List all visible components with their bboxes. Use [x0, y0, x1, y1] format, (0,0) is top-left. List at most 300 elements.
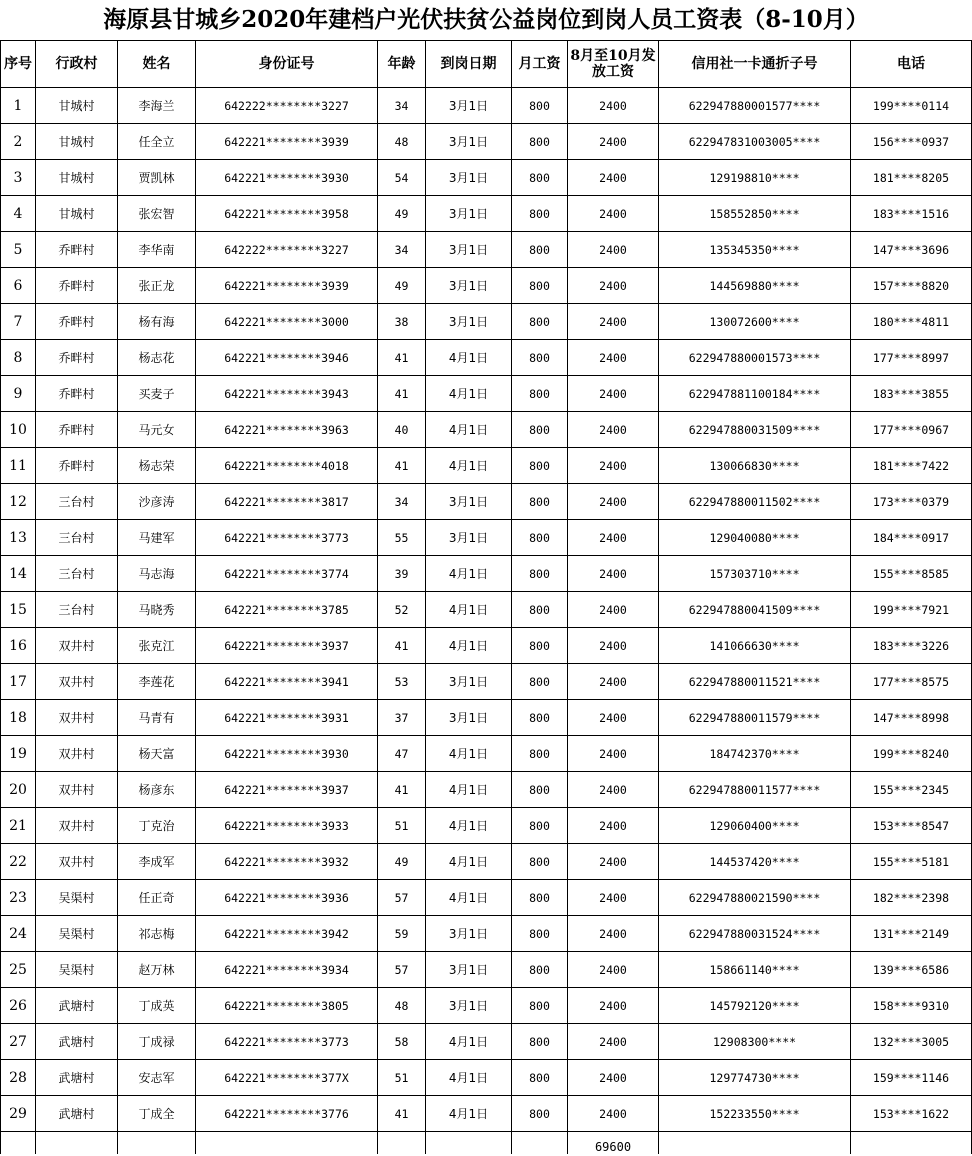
cell-paid-wage: 2400 [568, 340, 659, 376]
cell-monthly-wage: 800 [512, 916, 568, 952]
cell-monthly-wage: 800 [512, 1024, 568, 1060]
cell-phone: 182****2398 [851, 880, 972, 916]
cell-name: 李成军 [118, 844, 196, 880]
cell-monthly-wage: 800 [512, 124, 568, 160]
table-row [1, 448, 972, 484]
cell-start-date: 3月1日 [426, 268, 512, 304]
cell-name: 丁成英 [118, 988, 196, 1024]
cell-age: 34 [378, 88, 426, 124]
cell-paid-wage: 2400 [568, 1096, 659, 1132]
cell-monthly-wage: 800 [512, 340, 568, 376]
cell-bank-account: 144569880**** [659, 268, 851, 304]
cell-idx: 10 [1, 412, 36, 448]
cell-idx: 2 [1, 124, 36, 160]
cell-monthly-wage: 800 [512, 664, 568, 700]
cell-name: 李华南 [118, 232, 196, 268]
cell-start-date: 4月1日 [426, 412, 512, 448]
table-row [1, 88, 972, 124]
cell-age: 34 [378, 484, 426, 520]
cell-bank-account: 622947880011521**** [659, 664, 851, 700]
cell-id-number: 642221********3774 [196, 556, 378, 592]
cell-village: 双井村 [36, 736, 118, 772]
cell-id-number: 642221********3939 [196, 268, 378, 304]
cell-id-number: 642221********3785 [196, 592, 378, 628]
total-cell-empty [512, 1132, 568, 1155]
table-row [1, 808, 972, 844]
cell-idx: 12 [1, 484, 36, 520]
cell-phone: 199****8240 [851, 736, 972, 772]
wage-table [0, 40, 972, 1154]
cell-name: 贾凯林 [118, 160, 196, 196]
cell-name: 任正奇 [118, 880, 196, 916]
cell-age: 39 [378, 556, 426, 592]
header-age: 年龄 [378, 41, 426, 88]
cell-id-number: 642221********3773 [196, 520, 378, 556]
cell-age: 51 [378, 808, 426, 844]
cell-monthly-wage: 800 [512, 412, 568, 448]
total-cell-empty [378, 1132, 426, 1155]
table-row [1, 880, 972, 916]
cell-age: 41 [378, 1096, 426, 1132]
cell-paid-wage: 2400 [568, 520, 659, 556]
table-row [1, 736, 972, 772]
cell-start-date: 4月1日 [426, 1096, 512, 1132]
cell-start-date: 4月1日 [426, 340, 512, 376]
cell-idx: 19 [1, 736, 36, 772]
cell-village: 甘城村 [36, 160, 118, 196]
cell-monthly-wage: 800 [512, 268, 568, 304]
cell-start-date: 4月1日 [426, 736, 512, 772]
cell-name: 杨志花 [118, 340, 196, 376]
cell-village: 武塘村 [36, 988, 118, 1024]
cell-bank-account: 129774730**** [659, 1060, 851, 1096]
cell-id-number: 642221********3941 [196, 664, 378, 700]
cell-bank-account: 184742370**** [659, 736, 851, 772]
cell-id-number: 642221********3963 [196, 412, 378, 448]
cell-paid-wage: 2400 [568, 268, 659, 304]
cell-id-number: 642221********3939 [196, 124, 378, 160]
page-title: 海原县甘城乡2020年建档户光伏扶贫公益岗位到岗人员工资表（8-10月） [103, 6, 869, 33]
cell-idx: 13 [1, 520, 36, 556]
cell-village: 双井村 [36, 808, 118, 844]
cell-name: 李莲花 [118, 664, 196, 700]
cell-monthly-wage: 800 [512, 484, 568, 520]
cell-id-number: 642221********3930 [196, 160, 378, 196]
cell-age: 40 [378, 412, 426, 448]
cell-phone: 183****3855 [851, 376, 972, 412]
cell-id-number: 642221********3937 [196, 772, 378, 808]
cell-village: 三台村 [36, 556, 118, 592]
cell-name: 张正龙 [118, 268, 196, 304]
cell-age: 38 [378, 304, 426, 340]
cell-phone: 158****9310 [851, 988, 972, 1024]
cell-name: 马元女 [118, 412, 196, 448]
total-cell-empty [659, 1132, 851, 1155]
cell-idx: 24 [1, 916, 36, 952]
cell-paid-wage: 2400 [568, 376, 659, 412]
cell-id-number: 642221********3776 [196, 1096, 378, 1132]
cell-phone: 177****8997 [851, 340, 972, 376]
cell-idx: 25 [1, 952, 36, 988]
cell-age: 34 [378, 232, 426, 268]
table-row [1, 520, 972, 556]
cell-age: 49 [378, 196, 426, 232]
cell-paid-wage: 2400 [568, 124, 659, 160]
cell-id-number: 642221********3942 [196, 916, 378, 952]
header-id-number: 身份证号 [196, 41, 378, 88]
header-phone: 电话 [851, 41, 972, 88]
cell-start-date: 3月1日 [426, 304, 512, 340]
cell-phone: 157****8820 [851, 268, 972, 304]
cell-name: 马建军 [118, 520, 196, 556]
cell-village: 武塘村 [36, 1060, 118, 1096]
header-paid-wage: 8月至10月发放工资 [568, 41, 659, 88]
cell-idx: 8 [1, 340, 36, 376]
cell-age: 51 [378, 1060, 426, 1096]
cell-village: 双井村 [36, 844, 118, 880]
cell-start-date: 3月1日 [426, 484, 512, 520]
table-row [1, 1024, 972, 1060]
cell-age: 52 [378, 592, 426, 628]
cell-monthly-wage: 800 [512, 1060, 568, 1096]
cell-idx: 23 [1, 880, 36, 916]
total-cell-empty [851, 1132, 972, 1155]
cell-idx: 17 [1, 664, 36, 700]
cell-id-number: 642221********377X [196, 1060, 378, 1096]
cell-bank-account: 130066830**** [659, 448, 851, 484]
cell-name: 丁克治 [118, 808, 196, 844]
cell-phone: 132****3005 [851, 1024, 972, 1060]
cell-name: 马青有 [118, 700, 196, 736]
cell-phone: 147****3696 [851, 232, 972, 268]
header-name: 姓名 [118, 41, 196, 88]
cell-id-number: 642221********3943 [196, 376, 378, 412]
cell-phone: 199****7921 [851, 592, 972, 628]
cell-name: 马晓秀 [118, 592, 196, 628]
cell-id-number: 642221********3946 [196, 340, 378, 376]
cell-monthly-wage: 800 [512, 628, 568, 664]
cell-paid-wage: 2400 [568, 664, 659, 700]
cell-paid-wage: 2400 [568, 196, 659, 232]
header-start-date: 到岗日期 [426, 41, 512, 88]
total-cell-empty [1, 1132, 36, 1155]
cell-village: 乔畔村 [36, 448, 118, 484]
cell-monthly-wage: 800 [512, 736, 568, 772]
cell-start-date: 3月1日 [426, 232, 512, 268]
cell-phone: 183****1516 [851, 196, 972, 232]
cell-start-date: 3月1日 [426, 664, 512, 700]
cell-paid-wage: 2400 [568, 808, 659, 844]
cell-age: 59 [378, 916, 426, 952]
cell-bank-account: 622947880041509**** [659, 592, 851, 628]
cell-name: 任全立 [118, 124, 196, 160]
cell-start-date: 3月1日 [426, 124, 512, 160]
cell-bank-account: 622947880011579**** [659, 700, 851, 736]
cell-monthly-wage: 800 [512, 808, 568, 844]
cell-id-number: 642221********3931 [196, 700, 378, 736]
cell-age: 37 [378, 700, 426, 736]
cell-name: 沙彦涛 [118, 484, 196, 520]
header-bank-account: 信用社一卡通折子号 [659, 41, 851, 88]
table-row [1, 160, 972, 196]
header-monthly-wage: 月工资 [512, 41, 568, 88]
cell-monthly-wage: 800 [512, 952, 568, 988]
cell-bank-account: 130072600**** [659, 304, 851, 340]
cell-name: 杨志荣 [118, 448, 196, 484]
table-row [1, 484, 972, 520]
cell-start-date: 3月1日 [426, 700, 512, 736]
table-row [1, 700, 972, 736]
cell-age: 41 [378, 628, 426, 664]
cell-bank-account: 158661140**** [659, 952, 851, 988]
cell-id-number: 642221********3805 [196, 988, 378, 1024]
cell-bank-account: 145792120**** [659, 988, 851, 1024]
cell-idx: 9 [1, 376, 36, 412]
table-body [1, 88, 972, 1132]
cell-start-date: 4月1日 [426, 844, 512, 880]
table-row [1, 628, 972, 664]
cell-bank-account: 622947880021590**** [659, 880, 851, 916]
cell-idx: 14 [1, 556, 36, 592]
cell-phone: 155****2345 [851, 772, 972, 808]
total-cell-empty [118, 1132, 196, 1155]
table-row [1, 232, 972, 268]
cell-village: 三台村 [36, 484, 118, 520]
cell-village: 甘城村 [36, 124, 118, 160]
cell-phone: 177****0967 [851, 412, 972, 448]
table-row [1, 988, 972, 1024]
table-row [1, 592, 972, 628]
cell-monthly-wage: 800 [512, 556, 568, 592]
cell-age: 47 [378, 736, 426, 772]
cell-idx: 16 [1, 628, 36, 664]
table-row [1, 124, 972, 160]
cell-phone: 147****8998 [851, 700, 972, 736]
cell-age: 57 [378, 880, 426, 916]
cell-bank-account: 622947880031524**** [659, 916, 851, 952]
cell-idx: 11 [1, 448, 36, 484]
total-cell-empty [36, 1132, 118, 1155]
cell-idx: 4 [1, 196, 36, 232]
table-row [1, 556, 972, 592]
cell-name: 马志海 [118, 556, 196, 592]
cell-village: 双井村 [36, 664, 118, 700]
table-row [1, 772, 972, 808]
cell-name: 赵万林 [118, 952, 196, 988]
cell-idx: 18 [1, 700, 36, 736]
cell-bank-account: 129060400**** [659, 808, 851, 844]
cell-name: 安志军 [118, 1060, 196, 1096]
cell-start-date: 4月1日 [426, 556, 512, 592]
header-idx: 序号 [1, 41, 36, 88]
cell-bank-account: 129040080**** [659, 520, 851, 556]
cell-idx: 7 [1, 304, 36, 340]
cell-phone: 183****3226 [851, 628, 972, 664]
cell-paid-wage: 2400 [568, 952, 659, 988]
cell-monthly-wage: 800 [512, 592, 568, 628]
cell-paid-wage: 2400 [568, 556, 659, 592]
cell-age: 48 [378, 124, 426, 160]
cell-phone: 199****0114 [851, 88, 972, 124]
cell-bank-account: 622947880001577**** [659, 88, 851, 124]
cell-village: 乔畔村 [36, 232, 118, 268]
table-row [1, 304, 972, 340]
cell-village: 吴渠村 [36, 952, 118, 988]
cell-phone: 156****0937 [851, 124, 972, 160]
cell-bank-account: 622947831003005**** [659, 124, 851, 160]
cell-paid-wage: 2400 [568, 1024, 659, 1060]
cell-monthly-wage: 800 [512, 520, 568, 556]
cell-idx: 3 [1, 160, 36, 196]
cell-id-number: 642221********3000 [196, 304, 378, 340]
cell-id-number: 642222********3227 [196, 88, 378, 124]
cell-monthly-wage: 800 [512, 160, 568, 196]
cell-village: 乔畔村 [36, 304, 118, 340]
cell-village: 甘城村 [36, 88, 118, 124]
cell-phone: 139****6586 [851, 952, 972, 988]
cell-start-date: 4月1日 [426, 628, 512, 664]
table-row [1, 196, 972, 232]
cell-paid-wage: 2400 [568, 232, 659, 268]
cell-idx: 5 [1, 232, 36, 268]
cell-paid-wage: 2400 [568, 484, 659, 520]
cell-start-date: 4月1日 [426, 448, 512, 484]
cell-age: 57 [378, 952, 426, 988]
total-cell-empty [426, 1132, 512, 1155]
cell-phone: 181****8205 [851, 160, 972, 196]
cell-village: 武塘村 [36, 1096, 118, 1132]
cell-village: 乔畔村 [36, 412, 118, 448]
cell-phone: 180****4811 [851, 304, 972, 340]
cell-start-date: 3月1日 [426, 88, 512, 124]
cell-phone: 159****1146 [851, 1060, 972, 1096]
cell-paid-wage: 2400 [568, 700, 659, 736]
cell-age: 49 [378, 844, 426, 880]
table-row [1, 916, 972, 952]
cell-idx: 29 [1, 1096, 36, 1132]
cell-bank-account: 622947880031509**** [659, 412, 851, 448]
cell-bank-account: 12908300**** [659, 1024, 851, 1060]
cell-phone: 153****1622 [851, 1096, 972, 1132]
cell-monthly-wage: 800 [512, 448, 568, 484]
cell-village: 吴渠村 [36, 916, 118, 952]
cell-start-date: 4月1日 [426, 592, 512, 628]
cell-bank-account: 622947880001573**** [659, 340, 851, 376]
table-row [1, 1096, 972, 1132]
cell-id-number: 642221********3932 [196, 844, 378, 880]
cell-paid-wage: 2400 [568, 88, 659, 124]
cell-age: 48 [378, 988, 426, 1024]
cell-monthly-wage: 800 [512, 700, 568, 736]
cell-paid-wage: 2400 [568, 916, 659, 952]
cell-idx: 21 [1, 808, 36, 844]
cell-id-number: 642222********3227 [196, 232, 378, 268]
total-paid: 69600 [568, 1132, 659, 1155]
cell-idx: 20 [1, 772, 36, 808]
cell-paid-wage: 2400 [568, 628, 659, 664]
cell-village: 双井村 [36, 628, 118, 664]
cell-start-date: 4月1日 [426, 1060, 512, 1096]
cell-monthly-wage: 800 [512, 196, 568, 232]
cell-bank-account: 622947881100184**** [659, 376, 851, 412]
cell-monthly-wage: 800 [512, 880, 568, 916]
cell-name: 张克江 [118, 628, 196, 664]
cell-monthly-wage: 800 [512, 232, 568, 268]
cell-bank-account: 158552850**** [659, 196, 851, 232]
cell-age: 49 [378, 268, 426, 304]
cell-monthly-wage: 800 [512, 304, 568, 340]
cell-phone: 177****8575 [851, 664, 972, 700]
cell-village: 甘城村 [36, 196, 118, 232]
cell-monthly-wage: 800 [512, 1096, 568, 1132]
cell-name: 杨天富 [118, 736, 196, 772]
cell-bank-account: 129198810**** [659, 160, 851, 196]
cell-idx: 22 [1, 844, 36, 880]
cell-phone: 181****7422 [851, 448, 972, 484]
cell-village: 乔畔村 [36, 268, 118, 304]
cell-start-date: 4月1日 [426, 808, 512, 844]
table-row [1, 844, 972, 880]
cell-id-number: 642221********3937 [196, 628, 378, 664]
cell-village: 吴渠村 [36, 880, 118, 916]
table-row [1, 952, 972, 988]
cell-paid-wage: 2400 [568, 736, 659, 772]
cell-id-number: 642221********4018 [196, 448, 378, 484]
cell-age: 41 [378, 448, 426, 484]
cell-age: 53 [378, 664, 426, 700]
cell-phone: 153****8547 [851, 808, 972, 844]
cell-start-date: 3月1日 [426, 160, 512, 196]
cell-start-date: 4月1日 [426, 772, 512, 808]
cell-name: 张宏智 [118, 196, 196, 232]
cell-idx: 28 [1, 1060, 36, 1096]
cell-name: 李海兰 [118, 88, 196, 124]
cell-bank-account: 152233550**** [659, 1096, 851, 1132]
table-row [1, 412, 972, 448]
table-row [1, 340, 972, 376]
cell-start-date: 3月1日 [426, 952, 512, 988]
cell-paid-wage: 2400 [568, 448, 659, 484]
cell-start-date: 3月1日 [426, 196, 512, 232]
header-row [1, 41, 972, 88]
cell-id-number: 642221********3933 [196, 808, 378, 844]
cell-age: 41 [378, 376, 426, 412]
cell-paid-wage: 2400 [568, 592, 659, 628]
cell-monthly-wage: 800 [512, 988, 568, 1024]
cell-paid-wage: 2400 [568, 304, 659, 340]
cell-bank-account: 141066630**** [659, 628, 851, 664]
cell-idx: 1 [1, 88, 36, 124]
cell-village: 双井村 [36, 772, 118, 808]
cell-paid-wage: 2400 [568, 880, 659, 916]
cell-village: 武塘村 [36, 1024, 118, 1060]
cell-idx: 27 [1, 1024, 36, 1060]
cell-village: 乔畔村 [36, 376, 118, 412]
cell-id-number: 642221********3958 [196, 196, 378, 232]
cell-monthly-wage: 800 [512, 772, 568, 808]
cell-village: 三台村 [36, 592, 118, 628]
cell-phone: 131****2149 [851, 916, 972, 952]
cell-start-date: 4月1日 [426, 376, 512, 412]
cell-start-date: 3月1日 [426, 520, 512, 556]
cell-phone: 184****0917 [851, 520, 972, 556]
cell-idx: 15 [1, 592, 36, 628]
total-row [1, 1132, 972, 1155]
cell-id-number: 642221********3930 [196, 736, 378, 772]
cell-name: 杨有海 [118, 304, 196, 340]
cell-phone: 173****0379 [851, 484, 972, 520]
cell-start-date: 3月1日 [426, 916, 512, 952]
